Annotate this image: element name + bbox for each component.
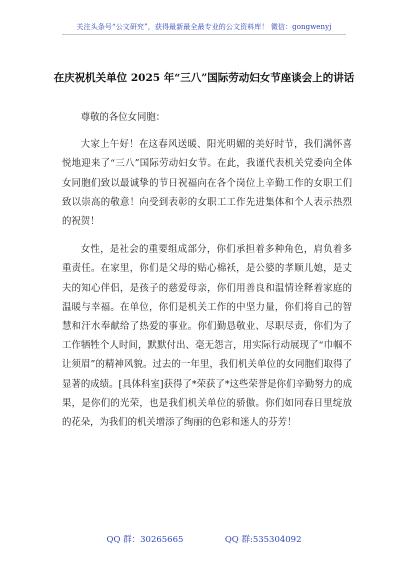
header-divider (62, 34, 346, 35)
paragraph-1: 大家上午好！在这春风送暖、阳光明媚的美好时节，我们满怀喜悦地迎来了“三八”国际劳动妇女节。在此，我谨代表机关党委向全体女同胞们致以最诚挚的节日祝福向在各个岗位上辛勤工作的女职工们致以崇高的敬意！向受到表彰的女职工工作先进集体和个人表示热烈的祝贺！ (62, 139, 352, 228)
document-body (62, 108, 352, 441)
footer-contact (0, 533, 408, 545)
paragraph-2: 女性，是社会的重要组成部分，你们承担着多种角色，肩负着多重责任。在家里，你们是父母的贴心棉袄，是公婆的孝顺儿媳，是丈夫的知心伴侣，是孩子的慈爱母亲，你们用善良和温情诠释着家庭的温暖与幸福。在单位，你们是机关工作的中坚力量，你们将自己的智慧和汗水奉献给了热爱的事业。你们勤恳敬业、尽职尽责，你们为了工作牺牲个人时间，默默付出、毫无怨言，用实际行动展现了“巾帼不让须眉”的精神风貌。过去的一年里，我们机关单位的女同胞们取得了显著的成绩。[具体科室]获得了*荣获了*这些荣誉是你们辛勤努力的成果，是你们的光荣，也是我们机关单位的骄傲。你们如同春日里绽放的花朵，为我们的机关增添了绚丽的色彩和迷人的芬芳！ (62, 244, 352, 429)
footer-qq-group-1: QQ 群：30265665 (106, 535, 184, 545)
header-banner: 关注头条号“公文研究”，获得最新最全最专业的公文资料库！ 微信：gongwenyj (76, 23, 332, 31)
document-title: 在庆祝机关单位 2025 年“三八”国际劳动妇女节座谈会上的讲话 (53, 72, 355, 84)
salutation: 尊敬的各位女同胞： (80, 112, 166, 123)
footer-qq-group-2: QQ 群:535304092 (224, 535, 302, 545)
